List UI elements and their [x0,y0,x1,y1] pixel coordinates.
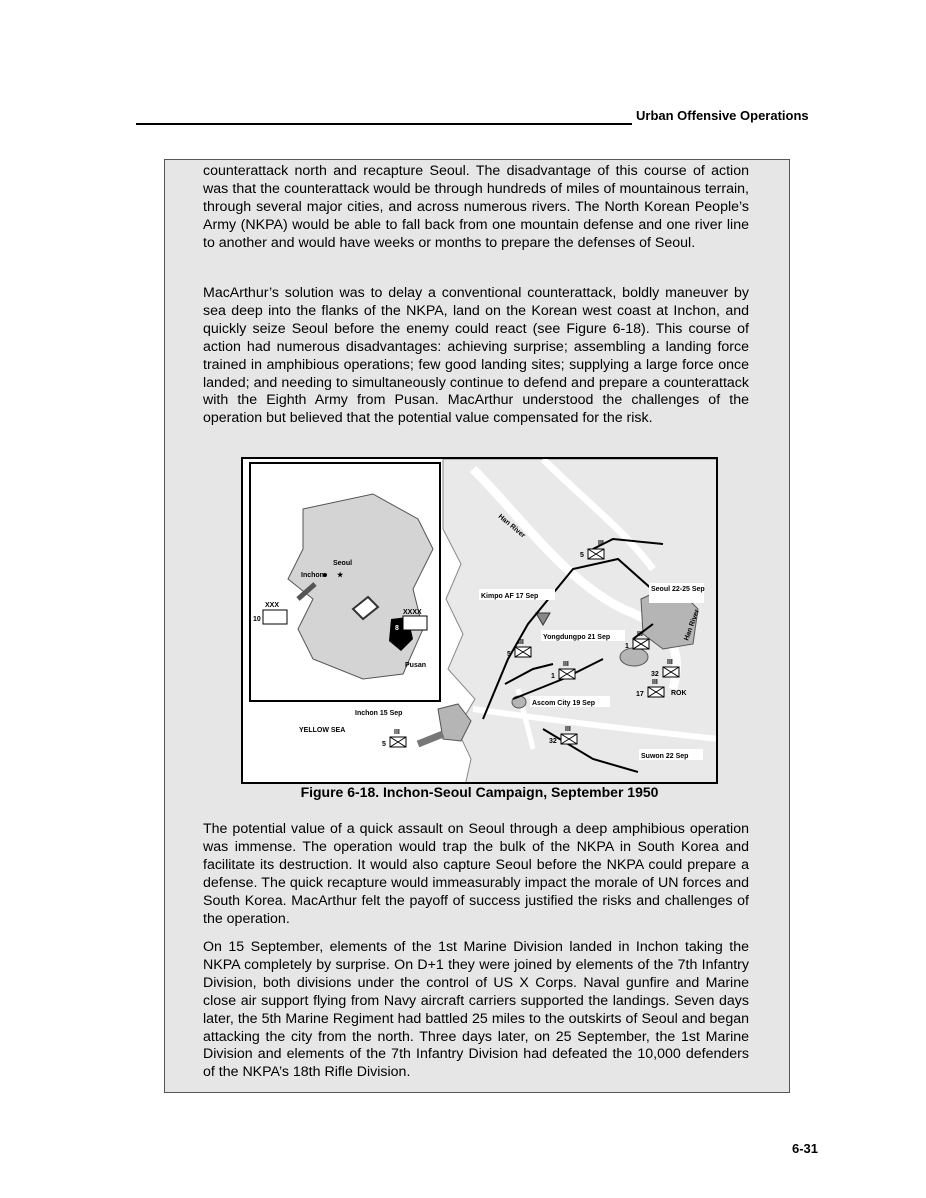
inset-seoul-label: Seoul [333,560,353,567]
inset-corps-number: 10 [253,616,261,623]
campaign-map [243,459,718,784]
army-symbol-icon [403,616,427,630]
han-river-label: Han River [496,513,527,540]
unit-5th-seaborne [382,729,406,748]
unit-number: 1 [551,673,555,680]
inchon-label: Inchon 15 Sep [355,710,403,717]
echelon-label: III [667,659,673,666]
corps-symbol-icon [263,610,287,624]
echelon-label: III [518,639,524,646]
running-header: Urban Offensive Operations [636,108,809,123]
unit-number: 32 [549,738,557,745]
paragraph: counterattack north and recapture Seoul. The disadvantage of this course of action was that the counterattack would be through hundreds of miles of mountainous terrain, through several major cities, and across numerous rivers. The North Korean People’s Army (NKPA) would be able to fall back from one mountain defense and one river line to another and would have weeks or months to prepare the defenses of Seoul. [203,163,749,251]
ascom-label: Ascom City 19 Sep [532,700,596,707]
echelon-label: III [563,661,569,668]
unit-number: 1 [625,643,629,650]
paragraph: MacArthur’s solution was to delay a conventional counterattack, boldly maneuver by sea deep into the flanks of the NKPA, land on the Korean west coast at Inchon, and quickly seize Seoul before the enemy could react (see Figure 6-18). This course of action had numerous disadvantages: achieving surprise; assembling a landing force trained in amphibious operations; few good landing sites; supplying a large force once landed; and needing to simultaneously continue to defend and prepare a counterattack with the Eighth Army from Pusan. MacArthur understood the challenges of the operation but believed that the potential value compensated for the risk. [203,285,749,427]
star-icon: ★ [337,572,344,579]
unit-number: 5 [507,651,511,658]
header-rule [136,123,632,125]
echelon-label: III [565,726,571,733]
echelon-label: III [394,729,400,736]
inset-pusan-label: Pusan [405,662,427,669]
figure-caption: Figure 6-18. Inchon-Seoul Campaign, September 1950 [300,784,659,800]
unit-number: 17 [636,691,644,698]
landing-arrow-icon [418,734,443,744]
unit-number: 32 [651,671,659,678]
page-number: 6-31 [791,1141,818,1156]
inset-xxxx-label: XXXX [403,609,422,616]
yellow-sea-label: YELLOW SEA [299,727,346,734]
inset-army-number: 8 [395,625,399,632]
suwon-label: Suwon 22 Sep [641,753,689,760]
paragraph: The potential value of a quick assault on Seoul through a deep amphibious operation was immense. The operation would trap the bulk of the NKPA in South Korea and facilitate its destruction. It would also capture Seoul before the NKPA could prepare a defense. The quick recapture would immeasurably impact the morale of UN forces and South Korea. MacArthur felt the payoff of success justified the risks and challenges of the operation. [203,821,749,927]
echelon-label: III [637,631,643,638]
paragraph: On 15 September, elements of the 1st Marine Division landed in Inchon taking the NKPA completely by surprise. On D+1 they were joined by elements of the 7th Infantry Division, both divisions under the control of US X Corps. Naval gunfire and Marine close air support flying from Navy aircraft carriers supported the landings. Seven days later, the 5th Marine Regiment had battled 25 miles to the outskirts of Seoul and began attacking the city from the north. Three days later, on 25 September, the 1st Marine Division and elements of the 7th Infantry Division had defeated the 10,000 defenders of the NKPA’s 18th Rifle Division. [203,939,749,1081]
echelon-label: III [652,679,658,686]
seoul-label: Seoul 22-25 Sep [651,586,705,593]
yongdungpo-city [620,648,648,666]
yongdungpo-label: Yongdungpo 21 Sep [543,634,611,641]
han-river-label: Han River [683,608,702,642]
campaign-map-figure [241,457,718,784]
echelon-label: III [598,540,604,547]
inset-xxx-label: XXX [265,602,280,609]
kimpo-label: Kimpo AF 17 Sep [481,593,539,600]
unit-number: 5 [382,741,386,748]
inset-inchon-label: Inchon [301,572,324,579]
unit-number: 5 [580,552,584,559]
rok-label: ROK [671,690,687,697]
